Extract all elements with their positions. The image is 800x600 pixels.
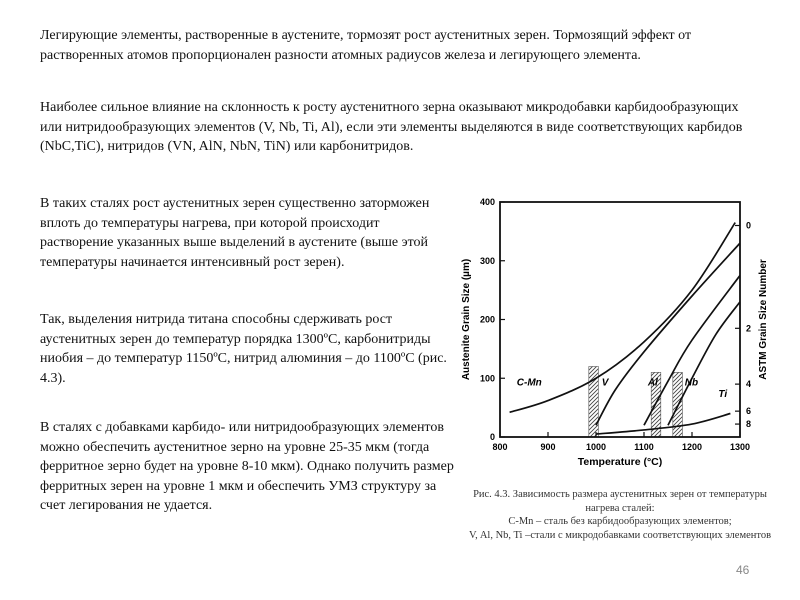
paragraph-grain-growth-inhibition: В таких сталях рост аустенитных зерен существенно заторможен вплоть до температуры нагрева, при которой происходит растворение указанных выше выделений в аустените (выше этой температуры начинается интенсивный рост зерен). — [40, 196, 430, 270]
y2-axis-label: ASTM Grain Size Number — [758, 259, 769, 380]
paragraph-precipitate-temperatures: Так, выделения нитрида титана способны сдерживать рост аустенитных зерен до температур порядка 1300ºС, карбонитриды ниобия – до температур 1150ºС, нитрид алюминия – до 1100ºС (рис. 4.3). — [40, 312, 447, 386]
y2-tick-label: 0 — [746, 220, 752, 231]
y-tick-label: 200 — [479, 314, 495, 325]
series-label-ti: Ti — [718, 389, 728, 401]
paragraph-dissolved-elements: Легирующие элементы, растворенные в аустените, тормозят рост аустенитных зерен. Тормозящий эффект от растворенных атомов пропорционален разности атомных радиусов железа и легирующего элемента. — [40, 28, 692, 63]
series-label-v: V — [601, 377, 609, 389]
caption-micro-note: V, Al, Nb, Ti –стали с микродобавками соответствующих элементов — [468, 529, 772, 541]
y2-tick-label: 8 — [746, 419, 752, 430]
y-tick-label: 100 — [479, 373, 495, 384]
grain-size-chart — [455, 192, 780, 487]
series-label-al: Al — [647, 377, 658, 389]
paragraph-microadditions: Наиболее сильное влияние на склонность к росту аустенитного зерна оказывают микродобавки карбидообразующих или нитридообразующих элементов (V, Nb, Ti, Al), если эти элементы выделяются в виде соответствующих карбидов (NbC,TiC), нитридов (VN, AlN, NbN, TiN) или карбонитридов. — [40, 100, 743, 154]
y-tick-label: 400 — [479, 197, 495, 207]
plot-frame — [500, 202, 740, 437]
paragraph-grain-size-limits: В сталях с добавками карбидо- или нитридообразующих элементов можно обеспечить аустенитное зерно на уровне 25-35 мкм (тогда ферритное зерно будет на уровне 8-10 мкм). Однако получить размер ферритных зерен на уровне 1 мкм и обеспечить УМЗ структуру за счет легирования не удается. — [40, 420, 454, 513]
y-tick-label: 0 — [489, 432, 495, 442]
figure-caption — [455, 488, 785, 542]
y-tick-label: 300 — [479, 255, 495, 266]
series-label-c-mn: C-Mn — [516, 377, 542, 389]
x-tick-label: 800 — [492, 442, 508, 452]
y2-tick-label: 4 — [746, 379, 752, 390]
x-tick-label: 900 — [540, 442, 556, 452]
x-tick-label: 1200 — [681, 442, 703, 452]
curve-c-mn — [510, 223, 736, 413]
x-axis-label: Temperature (°C) — [577, 456, 663, 468]
caption-title: Рис. 4.3. Зависимость размера аустенитных зерен от температуры нагрева сталей: — [473, 489, 767, 514]
caption-cmn-note: C-Mn – сталь без карбидообразующих элементов; — [508, 516, 732, 527]
y2-tick-label: 6 — [746, 406, 752, 417]
x-tick-label: 1000 — [585, 442, 607, 452]
y-axis-label: Austenite Grain Size (µm) — [461, 258, 472, 381]
x-tick-label: 1100 — [634, 442, 654, 452]
series-label-nb: Nb — [684, 377, 699, 389]
curve-ti — [596, 414, 730, 435]
page-number: 46 — [736, 563, 750, 577]
x-tick-label: 1300 — [729, 442, 751, 452]
y2-tick-label: 2 — [746, 323, 752, 334]
